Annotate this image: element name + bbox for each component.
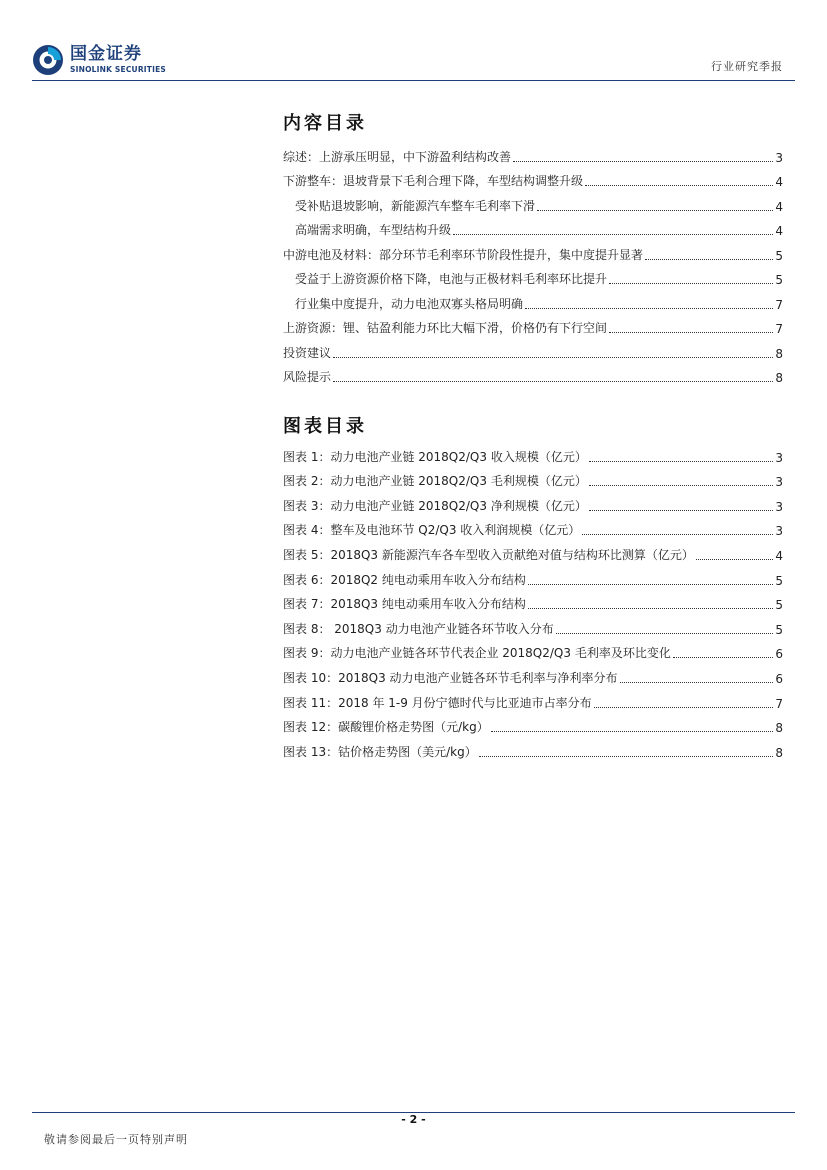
- entry-label: 图表 13：钴价格走势图（美元/kg）: [283, 744, 477, 759]
- entry-page-number: 3: [775, 450, 783, 465]
- entry-label: 风险提示: [283, 370, 332, 384]
- entry-label: 图表 11：2018 年 1-9 月份宁德时代与比亚迪市占率分布: [283, 695, 592, 710]
- entry-page-number: 8: [775, 721, 783, 736]
- entry-page-number: 8: [775, 371, 783, 385]
- dot-leader: [645, 259, 773, 260]
- entry-label: 图表 9：动力电池产业链各环节代表企业 2018Q2/Q3 毛利率及环比变化: [283, 646, 671, 661]
- entry-label: 上游资源：锂、钴盈利能力环比大幅下滑，价格仍有下行空间: [283, 321, 608, 335]
- dot-leader: [673, 657, 774, 658]
- entry-label: 行业集中度提升，动力电池双寡头格局明确: [295, 296, 524, 311]
- entry-page-number: 4: [775, 224, 783, 238]
- entry-label: 高端需求明确，车型结构升级: [295, 223, 452, 237]
- toc-entry[interactable]: [283, 263, 783, 288]
- entry-page-number: 8: [775, 745, 783, 760]
- report-type-label: 行业研究季报: [711, 60, 783, 73]
- header-divider: [32, 80, 795, 81]
- dot-leader: [696, 559, 773, 560]
- logo-english-name: SINOLINK SECURITIES: [70, 65, 167, 75]
- dot-leader: [453, 234, 773, 235]
- figure-entry[interactable]: [283, 538, 783, 563]
- figures-title: 图表目录: [283, 416, 367, 437]
- entry-label: 图表 5：2018Q3 新能源汽车各车型收入贡献绝对值与结构环比测算（亿元）: [283, 547, 694, 562]
- entry-label: 图表 12：碳酸锂价格走势图（元/kg）: [283, 720, 489, 735]
- entry-page-number: 3: [775, 499, 783, 514]
- toc-entry[interactable]: [283, 361, 783, 386]
- dot-leader: [594, 707, 774, 708]
- entry-page-number: 5: [775, 273, 783, 287]
- toc-entry[interactable]: [283, 287, 783, 312]
- sinolink-logo-icon: [32, 44, 64, 76]
- entry-page-number: 5: [775, 573, 783, 588]
- dot-leader: [609, 332, 773, 333]
- figure-entry[interactable]: [283, 711, 783, 736]
- figure-entry[interactable]: [283, 637, 783, 662]
- dot-leader: [528, 608, 773, 609]
- entry-label: 受补贴退坡影响，新能源汽车整车毛利率下滑: [295, 198, 536, 213]
- dot-leader: [528, 584, 773, 585]
- entry-label: 图表 7：2018Q3 纯电动乘用车收入分布结构: [283, 597, 526, 612]
- entry-label: 综述：上游承压明显，中下游盈利结构改善: [283, 149, 512, 164]
- figure-entry[interactable]: [283, 735, 783, 760]
- entry-label: 图表 8： 2018Q3 动力电池产业链各环节收入分布: [283, 621, 554, 636]
- entry-page-number: 6: [775, 671, 783, 686]
- entry-page-number: 8: [775, 346, 783, 361]
- entry-page-number: 4: [775, 548, 783, 563]
- entry-page-number: 4: [775, 199, 783, 214]
- contents-list: [283, 140, 783, 385]
- entry-page-number: 7: [775, 322, 783, 336]
- entry-page-number: 3: [775, 150, 783, 165]
- figure-entry[interactable]: [283, 588, 783, 613]
- entry-page-number: 7: [775, 696, 783, 711]
- entry-page-number: 3: [775, 524, 783, 539]
- figure-entry[interactable]: [283, 489, 783, 514]
- toc-entry[interactable]: [283, 214, 783, 239]
- entry-label: 图表 3：动力电池产业链 2018Q2/Q3 净利规模（亿元）: [283, 498, 587, 513]
- dot-leader: [333, 381, 773, 382]
- dot-leader: [513, 161, 773, 162]
- dot-leader: [491, 731, 774, 732]
- entry-label: 下游整车：退坡背景下毛利合理下降，车型结构调整升级: [283, 174, 584, 188]
- figure-entry[interactable]: [283, 514, 783, 539]
- entry-label: 图表 4：整车及电池环节 Q2/Q3 收入利润规模（亿元）: [283, 523, 581, 538]
- entry-page-number: 4: [775, 175, 783, 189]
- toc-entry[interactable]: [283, 336, 783, 361]
- entry-label: 受益于上游资源价格下降，电池与正极材料毛利率环比提升: [295, 272, 608, 286]
- contents-title: 内容目录: [283, 113, 367, 134]
- toc-entry[interactable]: [283, 238, 783, 263]
- dot-leader: [537, 210, 773, 211]
- dot-leader: [525, 308, 773, 309]
- toc-entry[interactable]: [283, 312, 783, 337]
- entry-label: 中游电池及材料：部分环节毛利率环节阶段性提升，集中度提升显著: [283, 247, 644, 262]
- toc-entry[interactable]: [283, 165, 783, 190]
- footer-disclaimer: 敬请参阅最后一页特别声明: [44, 1133, 188, 1146]
- entry-page-number: 6: [775, 647, 783, 662]
- entry-page-number: 5: [775, 248, 783, 263]
- dot-leader: [609, 283, 773, 284]
- dot-leader: [479, 756, 774, 757]
- entry-label: 图表 6：2018Q2 纯电动乘用车收入分布结构: [283, 572, 526, 587]
- figure-entry[interactable]: [283, 686, 783, 711]
- entry-label: 图表 10：2018Q3 动力电池产业链各环节毛利率与净利率分布: [283, 670, 618, 685]
- dot-leader: [556, 633, 774, 634]
- page-header: [0, 0, 827, 82]
- company-logo: [32, 44, 166, 76]
- toc-entry[interactable]: [283, 140, 783, 165]
- entry-page-number: 5: [775, 598, 783, 613]
- figures-list: [283, 440, 783, 760]
- entry-label: 图表 2：动力电池产业链 2018Q2/Q3 毛利规模（亿元）: [283, 474, 587, 489]
- entry-label: 投资建议: [283, 345, 332, 360]
- figure-entry[interactable]: [283, 563, 783, 588]
- figure-entry[interactable]: [283, 465, 783, 490]
- logo-chinese-name: 国金证券: [70, 44, 142, 65]
- entry-page-number: 5: [775, 622, 783, 637]
- dot-leader: [582, 534, 773, 535]
- dot-leader: [589, 485, 774, 486]
- toc-entry[interactable]: [283, 189, 783, 214]
- dot-leader: [589, 461, 774, 462]
- dot-leader: [585, 185, 773, 186]
- page-number: - 2 -: [401, 1113, 426, 1126]
- dot-leader: [589, 510, 774, 511]
- dot-leader: [620, 682, 774, 683]
- dot-leader: [333, 357, 773, 358]
- entry-page-number: 7: [775, 297, 783, 312]
- figure-entry[interactable]: [283, 440, 783, 465]
- entry-page-number: 3: [775, 475, 783, 490]
- figure-entry[interactable]: [283, 661, 783, 686]
- figure-entry[interactable]: [283, 612, 783, 637]
- entry-label: 图表 1：动力电池产业链 2018Q2/Q3 收入规模（亿元）: [283, 449, 587, 464]
